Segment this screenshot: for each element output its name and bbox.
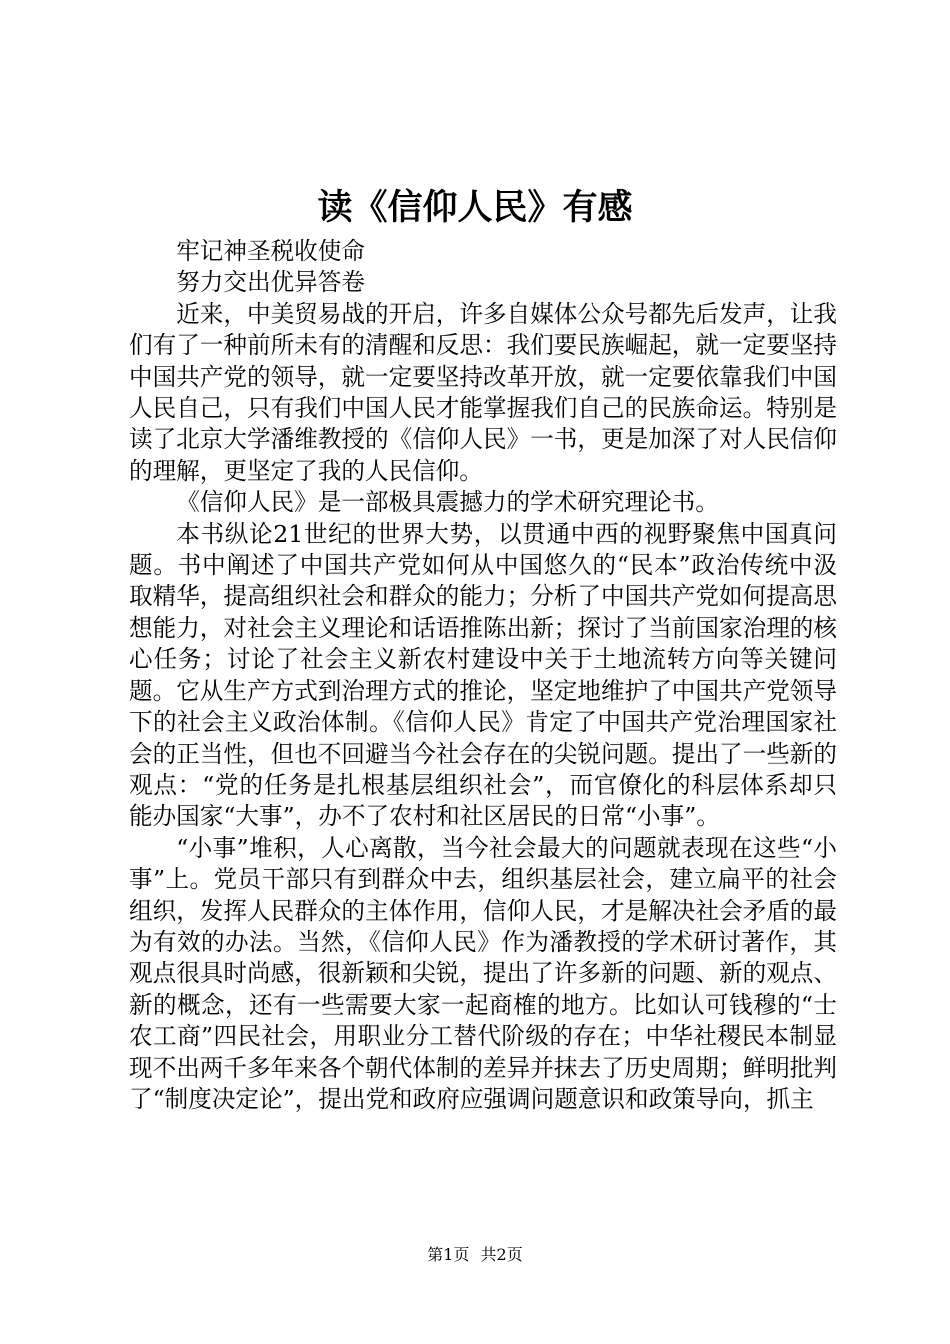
- paragraph: “小事”堆积，人心离散，当今社会最大的问题就表现在这些“小事”上。党员干部只有到群众中去，组织基层社会，建立扁平的社会组织，发挥人民群众的主体作用，信仰人民，才是解决社会矛盾的最为有效的办法。当然，《信仰人民》作为潘教授的学术研讨著作，其观点很具时尚感，很新颖和尖锐，提出了许多新的问题、新的观点、新的概念，还有一些需要大家一起商榷的地方。比如认可钱穆的“士农工商”四民社会，用职业分工替代阶级的存在；中华社稷民本制显现不出两千多年来各个朝代体制的差异并抹去了历史周期；鲜明批判了“制度决定论”，提出党和政府应强调问题意识和政策导向，抓主: [129, 833, 837, 1113]
- paragraph: 牢记神圣税收使命: [176, 237, 365, 265]
- page-footer: [0, 1244, 950, 1266]
- paragraph: 《信仰人民》是一部极具震撼力的学术研究理论书。: [176, 488, 719, 517]
- page-number: 第1页: [427, 1245, 470, 1264]
- document-title: 读《信仰人民》有感: [317, 187, 633, 228]
- document-body: [129, 236, 837, 1115]
- page-total: 共2页: [480, 1245, 523, 1264]
- paragraph: 努力交出优异答卷: [176, 268, 365, 297]
- paragraph: 本书纵论21世纪的世界大势，以贯通中西的视野聚焦中国真问题。书中阐述了中国共产党如何从中国悠久的“民本”政治传统中汲取精华，提高组织社会和群众的能力；分析了中国共产党如何提高思想能力，对社会主义理论和话语推陈出新；探讨了当前国家治理的核心任务；讨论了社会主义新农村建设中关于土地流转方向等关键问题。它从生产方式到治理方式的推论，坚定地维护了中国共产党领导下的社会主义政治体制。《信仰人民》肯定了中国共产党治理国家社会的正当性，但也不回避当今社会存在的尖锐问题。提出了一些新的观点：“党的任务是扎根基层组织社会”，而官僚化的科层体系却只能办国家“大事”，办不了农村和社区居民的日常“小事”。: [129, 519, 837, 831]
- paragraph: 近来，中美贸易战的开启，许多自媒体公众号都先后发声，让我们有了一种前所未有的清醒和反思：我们要民族崛起，就一定要坚持中国共产党的领导，就一定要坚持改革开放，就一定要依靠我们中国人民自己，只有我们中国人民才能掌握我们自己的民族命运。特别是读了北京大学潘维教授的《信仰人民》一书，更是加深了对人民信仰的理解，更坚定了我的人民信仰。: [129, 299, 837, 485]
